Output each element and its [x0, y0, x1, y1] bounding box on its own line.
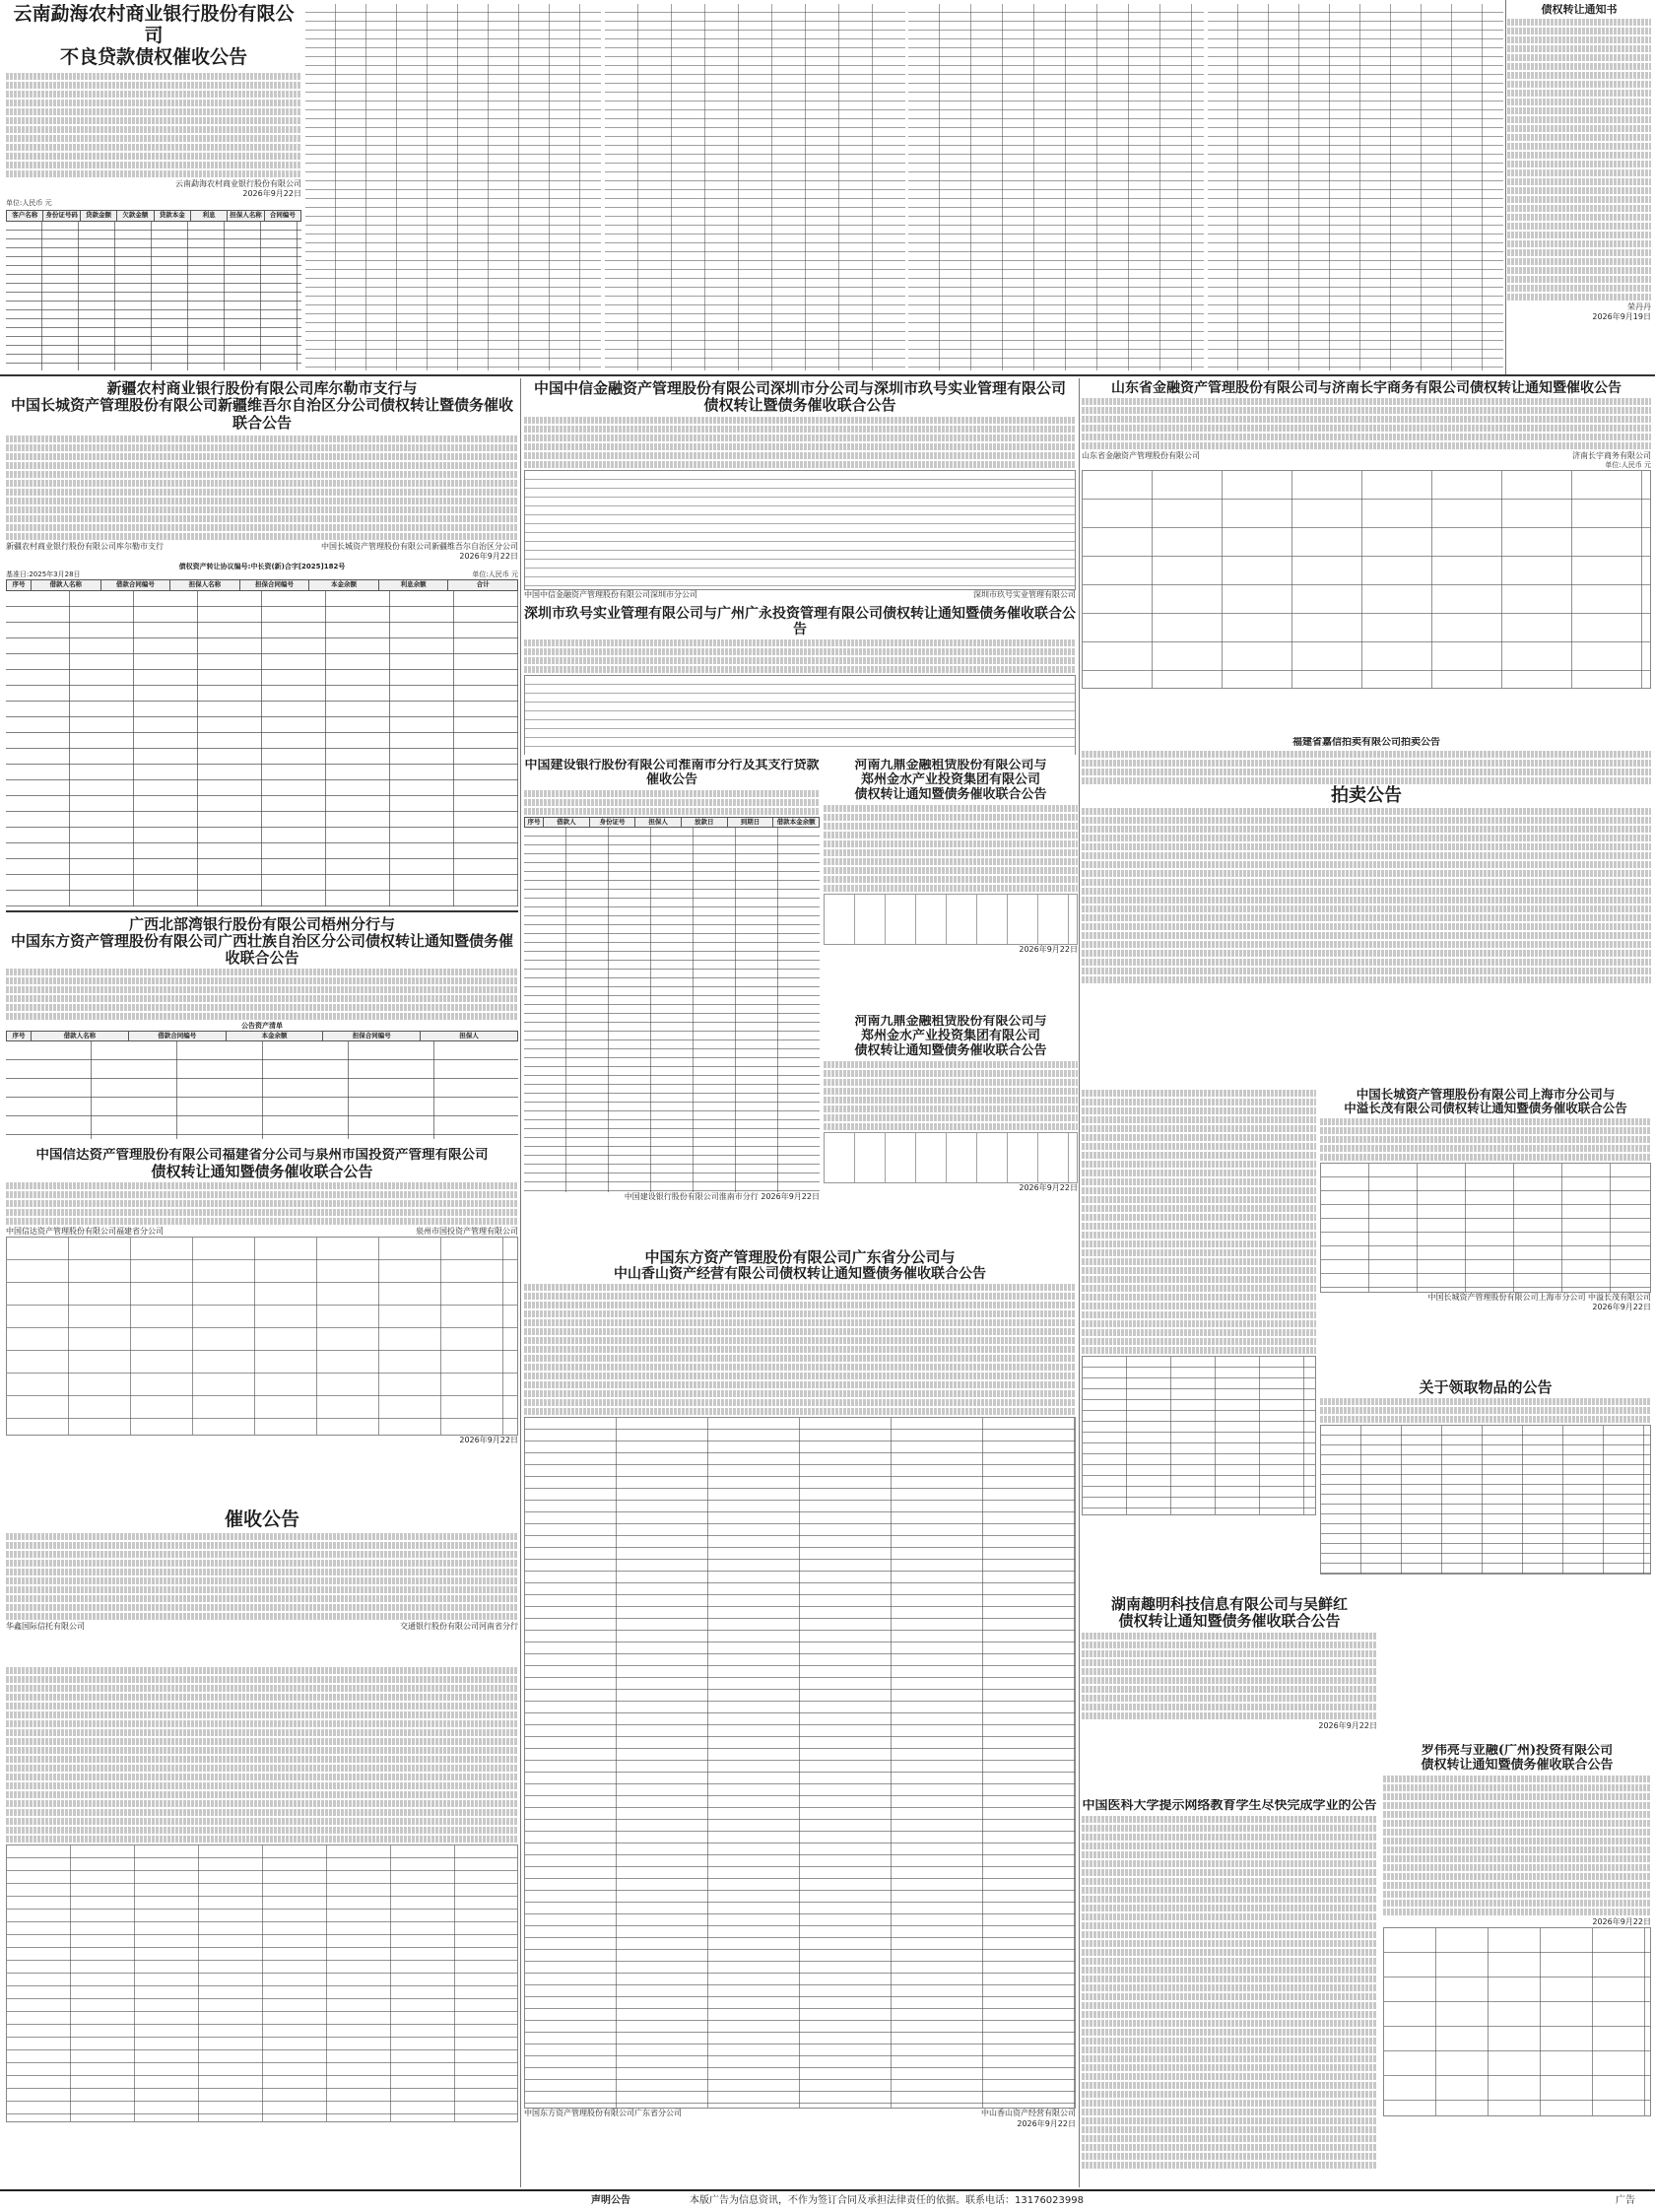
notice-date: 2026年9月22日 [459, 1436, 518, 1445]
notice-subtitle: 债权转让暨债务催收联合公告 [703, 396, 896, 415]
notice-body-text [524, 417, 1076, 468]
asset-table [6, 1031, 518, 1041]
asset-table [6, 579, 518, 590]
notice-signature: 2026年9月22日 [1019, 944, 1078, 954]
side-notice-title: 债权转让通知书 [1541, 4, 1618, 16]
table-body-pattern [524, 470, 1076, 590]
notice-title: 中国东方资产管理股份有限公司广东省分公司与 [644, 1249, 956, 1266]
notice-title: 河南九鼎金融租赁股份有限公司与 [854, 759, 1047, 772]
notice-signature: 中国信达资产管理股份有限公司福建省分公司 泉州市国投资产管理有限公司 [6, 1226, 518, 1236]
notice-subtitle: 债权转让通知暨债务催收联合公告 [1118, 1612, 1341, 1631]
notice-body-text [1320, 1398, 1651, 1423]
divider [0, 374, 1655, 376]
notice-ccb-huainan [524, 759, 820, 1241]
column-divider [520, 378, 521, 2187]
notice-subtitle: 债权转让通知暨债务催收联合公告 [151, 1162, 373, 1180]
notice-body-text [1082, 1090, 1316, 1354]
notice-subtitle: 中山香山资产经营有限公司债权转让通知暨债务催收联合公告 [614, 1266, 986, 1283]
notice-subtitle: 债权转让通知暨债务催收联合公告 [854, 786, 1047, 802]
table-header-row: 客户名称 身份证号码 贷款金额 欠款金额 贷款本金 利息 担保人名称 合同编号 [7, 211, 301, 221]
table-body-pattern [6, 222, 301, 370]
loan-table [524, 817, 820, 828]
notice-body-text [6, 1533, 518, 1620]
notice-signature: 华鑫国际信托有限公司 交通银行股份有限公司河南省分行 [6, 1621, 518, 1631]
notice-henan-jiuding-2 [824, 1015, 1078, 1246]
table-header-row: 序号 借款人名称 借款合同编号 本金余额 担保合同编号 担保人 [7, 1032, 518, 1041]
notice-cinda-fujian [6, 1148, 518, 1503]
table-body-pattern [1320, 1163, 1651, 1293]
top-table-block-1 [305, 4, 601, 370]
notice-body-text [6, 1667, 518, 1843]
column-divider [1079, 378, 1080, 2187]
unit-label: 单位:人民币 元 [6, 199, 52, 208]
notice-title: 罗伟亮与亚融(广州)投资有限公司 [1421, 1744, 1614, 1758]
notice-great-wall-shanghai [1320, 1088, 1651, 1374]
notice-cmu-education [1082, 1799, 1377, 2183]
notice-body-text [1082, 398, 1651, 449]
table-body-pattern [524, 675, 1076, 755]
table-body-pattern [1082, 470, 1651, 689]
notice-body-text [1082, 1633, 1377, 1719]
notice-subtitle: 郑州金水产业投资集团有限公司 [860, 1028, 1040, 1043]
notice-fujian-auction [1082, 737, 1651, 1082]
table-body-pattern [1320, 1425, 1651, 1575]
notice-signature: 中国长城资产管理股份有限公司上海市分公司 中溢长茂有限公司 2026年9月22日 [1427, 1292, 1651, 1312]
notice-henan-jiuding-1 [824, 759, 1078, 1010]
notice-body-text [6, 1182, 518, 1225]
notice-title: 中国长城资产管理股份有限公司上海市分公司与 [1356, 1088, 1616, 1102]
page-footer [0, 2189, 1655, 2212]
notice-signature: 山东省金融资产管理股份有限公司 济南长宇商务有限公司 [1082, 451, 1651, 461]
notice-body-text [524, 1284, 1076, 1415]
table-body-pattern [6, 1041, 518, 1139]
notice-date: 2026年9月22日 [459, 552, 518, 562]
notice-body-text [1082, 751, 1651, 784]
notice-subtitle: 郑州金水产业投资集团有限公司 [860, 771, 1040, 787]
notice-signature: 2026年9月22日 [1318, 1720, 1377, 1730]
table-body-pattern [824, 894, 1078, 945]
column-divider [1505, 0, 1506, 374]
notice-subtitle: 中溢长茂有限公司债权转让通知暨债务催收联合公告 [1344, 1101, 1627, 1116]
notice-signature: 云南勐海农村商业银行股份有限公司 2026年9月22日 [175, 178, 301, 198]
notice-subtitle: 中国长城资产管理股份有限公司新疆维吾尔自治区分公司债权转让暨债务催收联合公告 [10, 396, 513, 432]
table-body-pattern [6, 1844, 518, 2122]
table-body-pattern [524, 1417, 1076, 2109]
footer-section-label: 声明公告 [591, 2195, 630, 2206]
table-header-row: 序号 借款人名称 借款合同编号 担保人名称 担保合同编号 本金余额 利息余额 合计 [7, 580, 518, 590]
notice-body-text [824, 805, 1078, 892]
notice-body-text [524, 639, 1076, 673]
agreement-number: 债权资产转让协议编号:中长资(新)合字[2025]182号 [178, 562, 346, 570]
notice-orient-guangdong [524, 1249, 1076, 2185]
side-notice-signature: 荣丹丹 2026年9月19日 [1592, 302, 1651, 322]
notice-body-text [524, 790, 820, 815]
notice-body-text [1320, 1118, 1651, 1161]
notice-title: 中国中信金融资产管理股份有限公司深圳市分公司与深圳市玖号实业管理有限公司 [533, 380, 1066, 397]
notice-signature: 中国东方资产管理股份有限公司广东省分公司 中山香山资产经营有限公司 [524, 2109, 1076, 2118]
notice-title: 关于领取物品的公告 [1419, 1379, 1553, 1396]
notice-bottom-left-fill [6, 1665, 518, 2182]
base-date-row: 基准日:2025年3月28日 单位:人民币 元 [6, 570, 518, 579]
notice-body-text [6, 436, 518, 540]
table-body-pattern [6, 591, 518, 906]
notice-yunnan-menghai [6, 4, 301, 370]
notice-title: 中国建设银行股份有限公司淮南市分行及其支行贷款催收公告 [524, 759, 820, 787]
notice-title: 福建省嘉信拍卖有限公司拍卖公告 [1292, 737, 1440, 748]
notice-subtitle: 债权转让通知暨债务催收联合公告 [1421, 1757, 1614, 1773]
table-body-pattern [524, 828, 820, 1192]
notice-body-text [1082, 808, 1651, 983]
footer-ad-label: 广告 [1616, 2195, 1635, 2206]
notice-title: 中国信达资产管理股份有限公司福建省分公司与泉州市国投资产管理有限公司 [35, 1148, 489, 1163]
notice-belongings [1320, 1379, 1651, 1596]
list-title: 公告资产清单 [241, 1022, 283, 1031]
loan-table [6, 210, 301, 221]
notice-collection [6, 1509, 518, 1657]
side-notice-body [1507, 19, 1651, 301]
top-table-block-4 [1208, 4, 1503, 370]
unit-label: 单位:人民币 元 [1605, 461, 1651, 470]
side-notice-column [1507, 4, 1651, 370]
notice-xinjiang-great-wall [6, 380, 518, 1139]
notice-right-misc [1082, 1088, 1316, 1590]
notice-shandong-finance [1082, 380, 1651, 735]
notice-signature: 2026年9月22日 [1019, 1182, 1078, 1192]
notice-signature: 中国中信金融资产管理股份有限公司深圳市分公司 深圳市玖号实业管理有限公司 [524, 589, 1076, 599]
divider [6, 910, 518, 912]
auction-heading: 拍卖公告 [1331, 784, 1402, 806]
notice-subtitle: 中国东方资产管理股份有限公司广西壮族自治区分公司债权转让通知暨债务催收联合公告 [10, 931, 513, 967]
top-table-block-2 [605, 4, 905, 370]
notice-citic-shenzhen [524, 380, 1076, 755]
notice-title: 新疆农村商业银行股份有限公司库尔勒市支行与 [106, 380, 418, 397]
table-header-row: 序号 借款人 身份证号 担保人 放款日 到期日 借款本金余额 [525, 817, 820, 827]
notice-title: 山东省金融资产管理股份有限公司与济南长宇商务有限公司债权转让通知暨催收公告 [1111, 380, 1622, 396]
notice-body-text [1082, 1816, 1377, 2169]
notice-title: 催收公告 [224, 1509, 299, 1530]
table-body-pattern [6, 1237, 518, 1436]
notice-hunan-quming [1082, 1596, 1377, 1793]
notice-body-text [6, 969, 518, 1020]
notice-title: 湖南趣明科技信息有限公司与吴鲜红 [1110, 1596, 1348, 1613]
notice-date: 2026年9月22日 [1017, 2118, 1076, 2128]
notice-title: 云南勐海农村商业银行股份有限公司 [13, 4, 295, 46]
notice-luo-weiliang [1383, 1744, 1651, 2185]
notice-title: 深圳市玖号实业管理有限公司与广州广永投资管理有限公司债权转让通知暨债务催收联合公告 [524, 605, 1076, 637]
notice-title: 河南九鼎金融租赁股份有限公司与 [854, 1015, 1047, 1029]
notice-subtitle: 不良贷款债权催收公告 [59, 45, 247, 68]
notice-body-text [6, 73, 301, 177]
table-body-pattern [1383, 1927, 1651, 2116]
table-body-pattern [824, 1132, 1078, 1183]
notice-signature: 新疆农村商业银行股份有限公司库尔勒市支行 中国长城资产管理股份有限公司新疆维吾尔自治区分公司 [6, 541, 518, 551]
notice-title: 广西北部湾银行股份有限公司梧州分行与 [128, 914, 395, 933]
notice-subtitle: 债权转让通知暨债务催收联合公告 [854, 1042, 1047, 1058]
footer-disclaimer: 本版广告为信息资讯，不作为签订合同及承担法律责任的依据。联系电话：13176023998 [690, 2195, 1084, 2206]
top-table-block-3 [908, 4, 1204, 370]
notice-signature: 中国建设银行股份有限公司淮南市分行 2026年9月22日 [624, 1192, 820, 1202]
table-body-pattern [1082, 1356, 1316, 1515]
notice-body-text [824, 1061, 1078, 1130]
notice-title: 中国医科大学提示网络教育学生尽快完成学业的公告 [1082, 1799, 1377, 1813]
notice-signature: 2026年9月22日 [1592, 1916, 1651, 1926]
notice-body-text [1383, 1776, 1651, 1915]
